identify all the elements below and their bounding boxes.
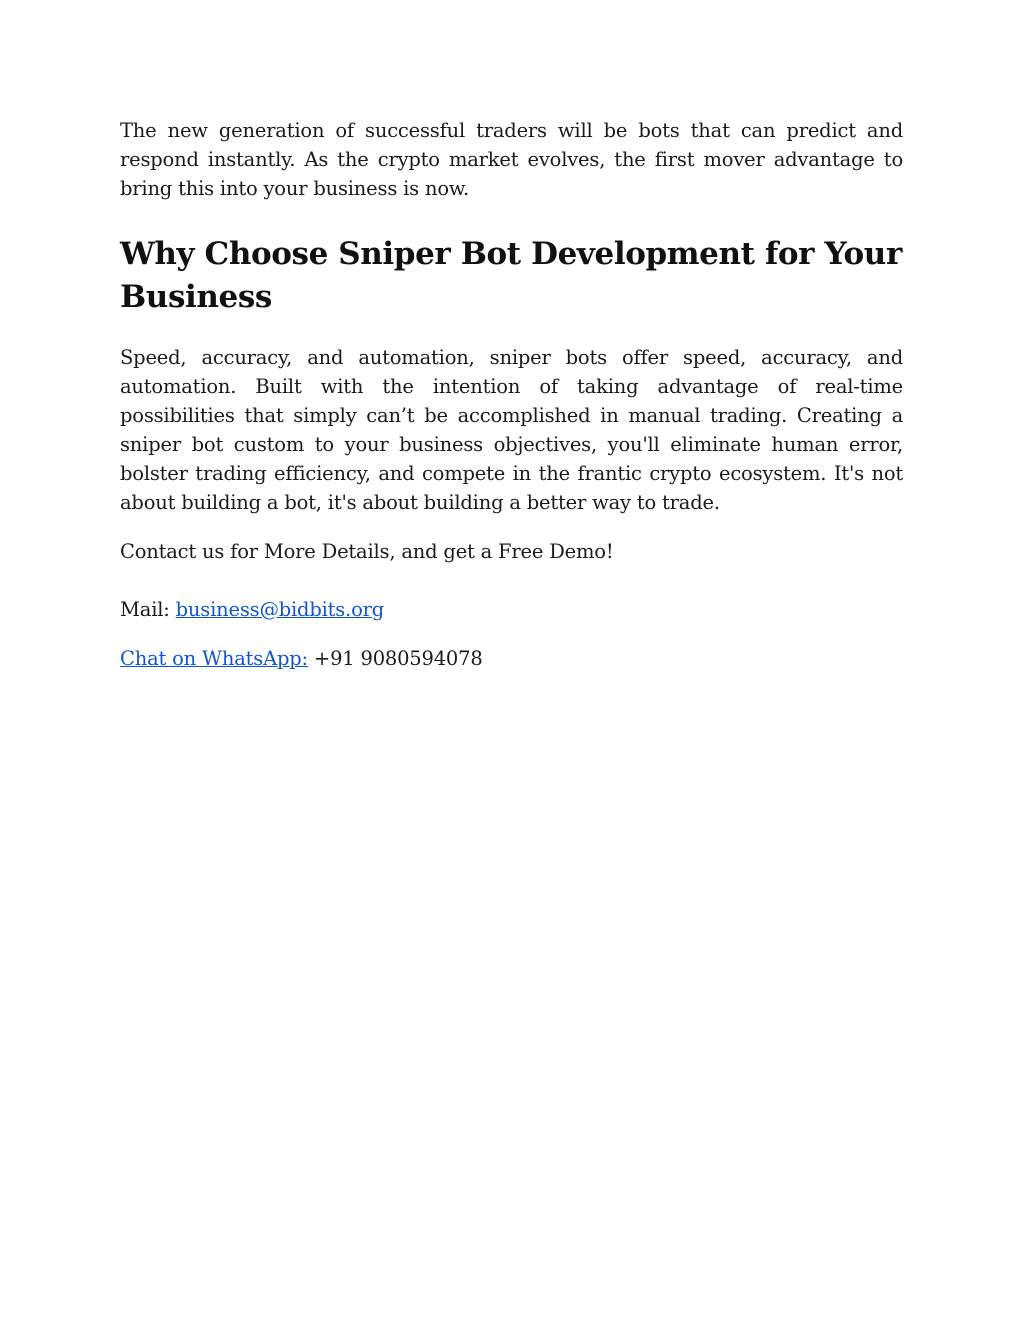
whatsapp-number: +91 9080594078 [307, 647, 483, 670]
mail-line [120, 595, 903, 624]
whatsapp-link[interactable]: Chat on WhatsApp: [120, 647, 308, 670]
section-paragraph: Speed, accuracy, and automation, sniper bots offer speed, accuracy, and automation. Built with the intention of taking advantage of real-time possibilities that simply can’t be accomplished in manual trading. Creating a sniper bot custom to your business objectives, you'll eliminate human error, bolster trading efficiency, and compete in the frantic crypto ecosystem. It's not about building a bot, it's about building a better way to trade. [120, 346, 903, 514]
mail-link[interactable]: business@bidbits.org [175, 598, 385, 621]
mail-label: Mail: [120, 598, 176, 621]
document-page [120, 116, 903, 673]
intro-paragraph: The new generation of successful traders will be bots that can predict and respond instantly. As the crypto market evolves, the first mover advantage to bring this into your business is now. [120, 119, 903, 200]
section-heading: Why Choose Sniper Bot Development for Your Business [120, 236, 902, 315]
whatsapp-line [120, 644, 903, 673]
contact-cta: Contact us for More Details, and get a Free Demo! [120, 540, 614, 563]
